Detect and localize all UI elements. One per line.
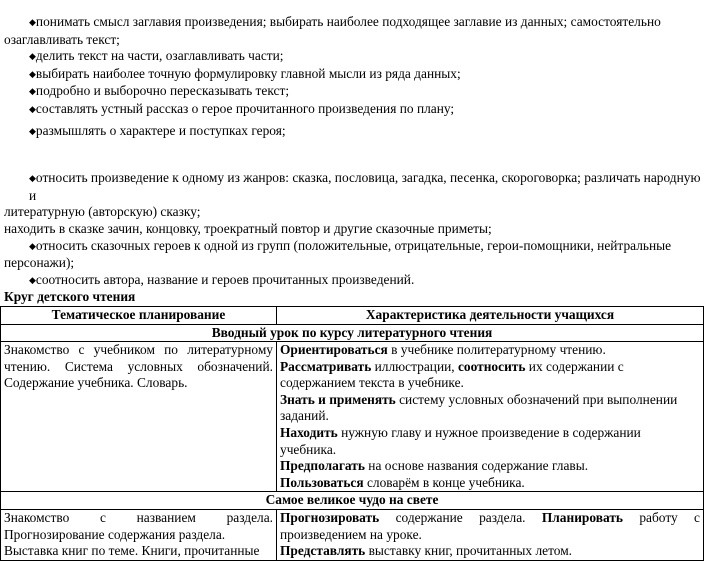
list-item: ◆подробно и выборочно пересказывать текст;	[29, 83, 290, 99]
list-item-continuation: персонажи);	[4, 255, 75, 271]
diamond-bullet-icon: ◆	[29, 240, 36, 251]
list-item-continuation: литературную (авторскую) сказку;	[4, 204, 201, 220]
table-header-row	[1, 306, 704, 324]
list-item: ◆составлять устный рассказ о герое прочитанного произведения по плану;	[29, 100, 455, 116]
diamond-bullet-icon: ◆	[29, 103, 36, 114]
list-item: ◆размышлять о характере и поступках героя;	[29, 122, 286, 138]
activity-item: Прогнозировать содержание раздела. Планировать работу с произведением на уроке.	[280, 510, 700, 542]
diamond-bullet-icon: ◆	[29, 86, 36, 97]
table-section-row	[1, 492, 704, 510]
activity-item: Представлять выставку книг, прочитанных летом.	[280, 543, 573, 559]
activity-item: Рассматривать иллюстрации, соотносить их содержании с содержанием текста в учебнике.	[280, 358, 624, 391]
activity-item: Предполагать на основе названия содержание главы.	[280, 458, 589, 474]
activity-item: Знать и применять систему условных обозначений при выполнении заданий.	[280, 391, 678, 424]
diamond-bullet-icon: ◆	[29, 68, 36, 79]
column-header: Характеристика деятельности учащихся	[277, 306, 704, 324]
topic-cell: Знакомство с учебником по литературному чтению. Система условных обозначений. Содержание учебника. Словарь.	[1, 342, 277, 492]
table-row	[1, 342, 704, 492]
list-item-continuation: озаглавливать текст;	[4, 31, 120, 47]
activity-item: Пользоваться словарём в конце учебника.	[280, 474, 525, 490]
activity-cell	[277, 342, 704, 492]
diamond-bullet-icon: ◆	[29, 125, 36, 136]
diamond-bullet-icon: ◆	[29, 51, 36, 62]
list-item: находить в сказке зачин, концовку, троекратный повтор и другие сказочные приметы;	[4, 220, 492, 236]
topic-cell: Знакомство с названием раздела. Прогнозирование содержания раздела. Выставка книг по теме. Книги, прочитанные	[1, 510, 277, 561]
activity-item: Ориентироваться в учебнике политературному чтению.	[280, 342, 606, 358]
table-section-row	[1, 324, 704, 342]
column-header: Тематическое планирование	[1, 306, 277, 324]
list-item: ◆понимать смысл заглавия произведения; выбирать наиболее подходящее заглавие из данных; самостоятельно	[29, 14, 661, 29]
diamond-bullet-icon: ◆	[29, 173, 36, 184]
activity-item: Находить нужную главу и нужное произведение в содержании учебника.	[280, 425, 641, 457]
section-title: Самое великое чудо на свете	[1, 492, 704, 510]
list-item: ◆относить произведение к одному из жанров: сказка, пословица, загадка, песенка, скороговорка; различать народную и	[29, 170, 701, 203]
diamond-bullet-icon: ◆	[29, 274, 36, 285]
diamond-bullet-icon: ◆	[29, 17, 36, 27]
list-item: ◆соотносить автора, название и героев прочитанных произведений.	[29, 271, 415, 287]
list-item: ◆выбирать наиболее точную формулировку главной мысли из ряда данных;	[29, 65, 461, 81]
activity-cell	[277, 510, 704, 561]
section-heading: Круг детского чтения	[4, 289, 136, 305]
list-item: ◆делить текст на части, озаглавливать части;	[29, 48, 284, 64]
planning-table	[0, 306, 704, 561]
table-row	[1, 510, 704, 561]
list-item: ◆относить сказочных героев к одной из групп (положительные, отрицательные, герои-помощники, нейтральные	[29, 237, 672, 253]
section-title: Вводный урок по курсу литературного чтения	[1, 324, 704, 342]
